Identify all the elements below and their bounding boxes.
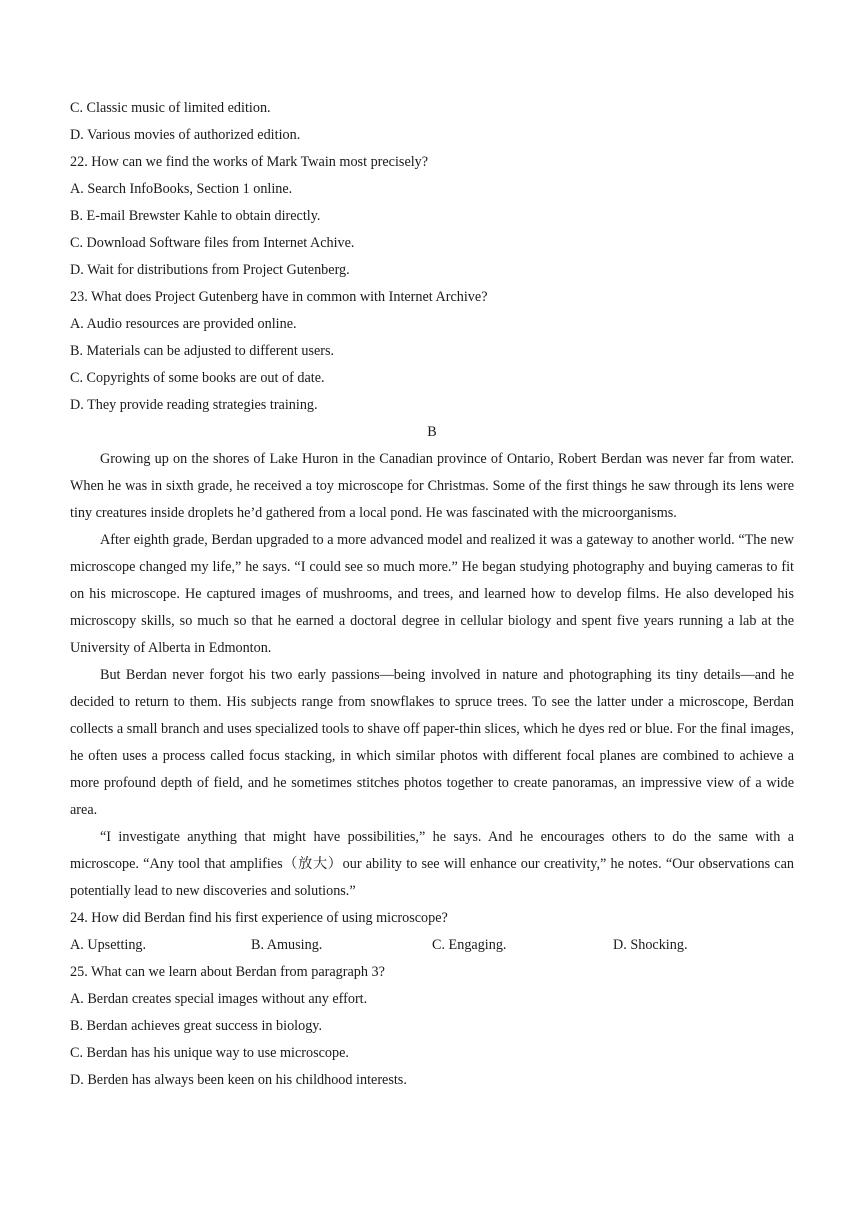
q25-option-c: C. Berdan has his unique way to use microscope. <box>70 1045 349 1061</box>
passage-paragraph-2: After eighth grade, Berdan upgraded to a more advanced model and realized it was a gateway to another world. “The new microscope changed my life,” he says. “I could see so much more.” He began studying photography and buying cameras to fit on his microscope. He captured images of mushrooms, and trees, and learned how to develop films. He also developed his microscopy skills, so much so that he earned a doctoral degree in cellular biology and spent five years running a lab at the University of Alberta in Edmonton. <box>70 532 794 656</box>
q24-option-c: C. Engaging. <box>432 937 507 953</box>
q23-stem: 23. What does Project Gutenberg have in common with Internet Archive? <box>70 289 488 305</box>
q21-option-d: D. Various movies of authorized edition. <box>70 127 301 143</box>
document-page <box>70 95 794 1094</box>
q25-option-a: A. Berdan creates special images without any effort. <box>70 991 368 1007</box>
q22-option-b: B. E-mail Brewster Kahle to obtain directly. <box>70 208 321 224</box>
q23-option-a: A. Audio resources are provided online. <box>70 316 297 332</box>
q25-option-b: B. Berdan achieves great success in biology. <box>70 1018 323 1034</box>
q22-stem: 22. How can we find the works of Mark Twain most precisely? <box>70 154 429 170</box>
q24-option-a: A. Upsetting. <box>70 937 147 953</box>
q22-option-c: C. Download Software files from Internet Achive. <box>70 235 355 251</box>
q24-stem: 24. How did Berdan find his first experience of using microscope? <box>70 910 448 926</box>
q23-option-d: D. They provide reading strategies training. <box>70 397 318 413</box>
q23-option-c: C. Copyrights of some books are out of date. <box>70 370 325 386</box>
q21-option-c: C. Classic music of limited edition. <box>70 100 271 116</box>
passage-paragraph-3: But Berdan never forgot his two early passions—being involved in nature and photographing its tiny details—and he decided to return to them. His subjects range from snowflakes to spruce trees. To see the latter under a microscope, Berdan collects a small branch and uses specialized tools to shave off paper-thin slices, which he dyes red or blue. For the final images, he often uses a process called focus stacking, in which similar photos with different focal planes are combined to achieve a more profound depth of field, and he sometimes stitches photos together to create panoramas, an impressive view of a wide area. <box>70 667 794 818</box>
q22-option-d: D. Wait for distributions from Project Gutenberg. <box>70 262 350 278</box>
q22-option-a: A. Search InfoBooks, Section 1 online. <box>70 181 293 197</box>
passage-paragraph-4: “I investigate anything that might have possibilities,” he says. And he encourages others to do the same with a microscope. “Any tool that amplifies（放大）our ability to see will enhance our creativity,” he notes. “Our observations can potentially lead to new discoveries and solutions.” <box>70 829 794 899</box>
section-heading: B <box>427 424 437 440</box>
q25-stem: 25. What can we learn about Berdan from paragraph 3? <box>70 964 385 980</box>
q25-option-d: D. Berden has always been keen on his childhood interests. <box>70 1072 407 1088</box>
q24-option-b: B. Amusing. <box>251 937 323 953</box>
passage-paragraph-1: Growing up on the shores of Lake Huron in the Canadian province of Ontario, Robert Berdan was never far from water. When he was in sixth grade, he received a toy microscope for Christmas. Some of the first things he saw through its lens were tiny creatures inside droplets he’d gathered from a local pond. He was fascinated with the microorganisms. <box>70 451 794 521</box>
q24-options <box>70 932 794 959</box>
q23-option-b: B. Materials can be adjusted to different users. <box>70 343 335 359</box>
q24-option-d: D. Shocking. <box>613 937 688 953</box>
